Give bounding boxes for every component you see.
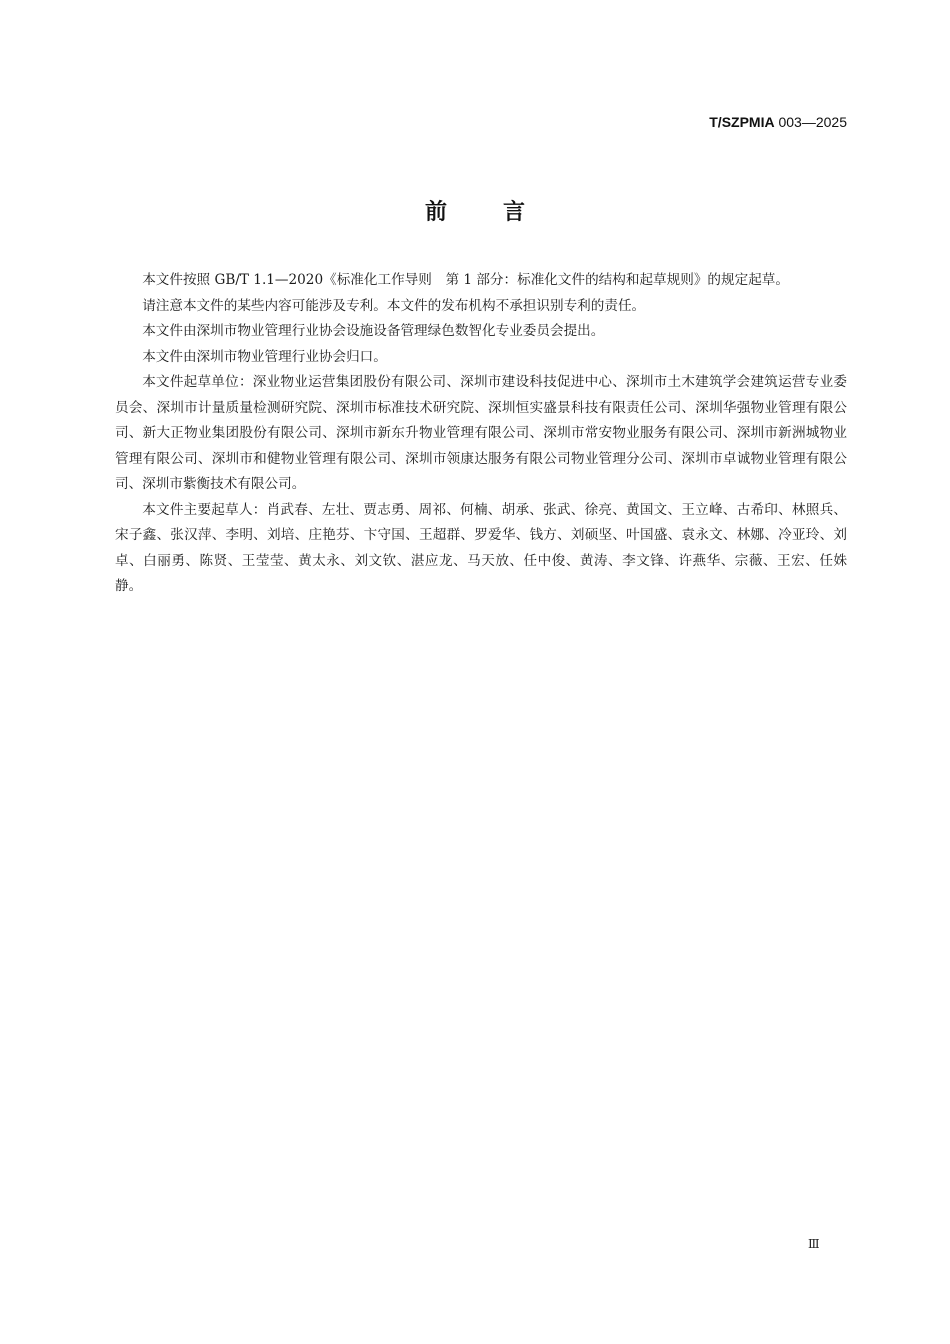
paragraph-drafting-rules: 本文件按照 GB/T 1.1—2020《标准化工作导则 第 1 部分：标准化文件的结构和起草规则》的规定起草。 bbox=[142, 272, 789, 288]
paragraph-drafting-units: 本文件起草单位：深业物业运营集团股份有限公司、深圳市建设科技促进中心、深圳市土木建筑学会建筑运营专业委员会、深圳市计量质量检测研究院、深圳市标准技术研究院、深圳恒实盛景科技有限责任公司、深圳华强物业管理有限公司、新大正物业集团股份有限公司、深圳市新东升物业管理有限公司、深圳市常安物业服务有限公司、深圳市新洲城物业管理有限公司、深圳市和健物业管理有限公司、深圳市领康达服务有限公司物业管理分公司、深圳市卓诚物业管理有限公司、深圳市紫衡技术有限公司。 bbox=[115, 374, 847, 492]
paragraph-centralized-unit: 本文件由深圳市物业管理行业协会归口。 bbox=[142, 348, 387, 365]
standard-code-number: 003—2025 bbox=[774, 114, 847, 130]
section-title: 前言 bbox=[424, 200, 581, 225]
standard-code bbox=[709, 114, 847, 130]
paragraph-drafters: 本文件主要起草人：肖武春、左壮、贾志勇、周祁、何楠、胡承、张武、徐亮、黄国文、王立峰、古希印、林照兵、宋子鑫、张汉萍、李明、刘培、庄艳芬、卞守国、王超群、罗爱华、钱方、刘硕坚、叶国盛、袁永文、林娜、冷亚玲、刘卓、白丽勇、陈贤、王莹莹、黄太永、刘文钦、湛应龙、马天放、任中俊、黄涛、李文锋、许燕华、宗薇、王宏、任姝静。 bbox=[115, 501, 847, 594]
standard-code-prefix: T/SZPMIA bbox=[709, 114, 775, 130]
paragraph-patent-notice: 请注意本文件的某些内容可能涉及专利。本文件的发布机构不承担识别专利的责任。 bbox=[142, 297, 646, 314]
foreword-body bbox=[115, 268, 847, 600]
paragraph-proposer: 本文件由深圳市物业管理行业协会设施设备管理绿色数智化专业委员会提出。 bbox=[142, 323, 605, 339]
page-number: Ⅲ bbox=[808, 1237, 820, 1251]
